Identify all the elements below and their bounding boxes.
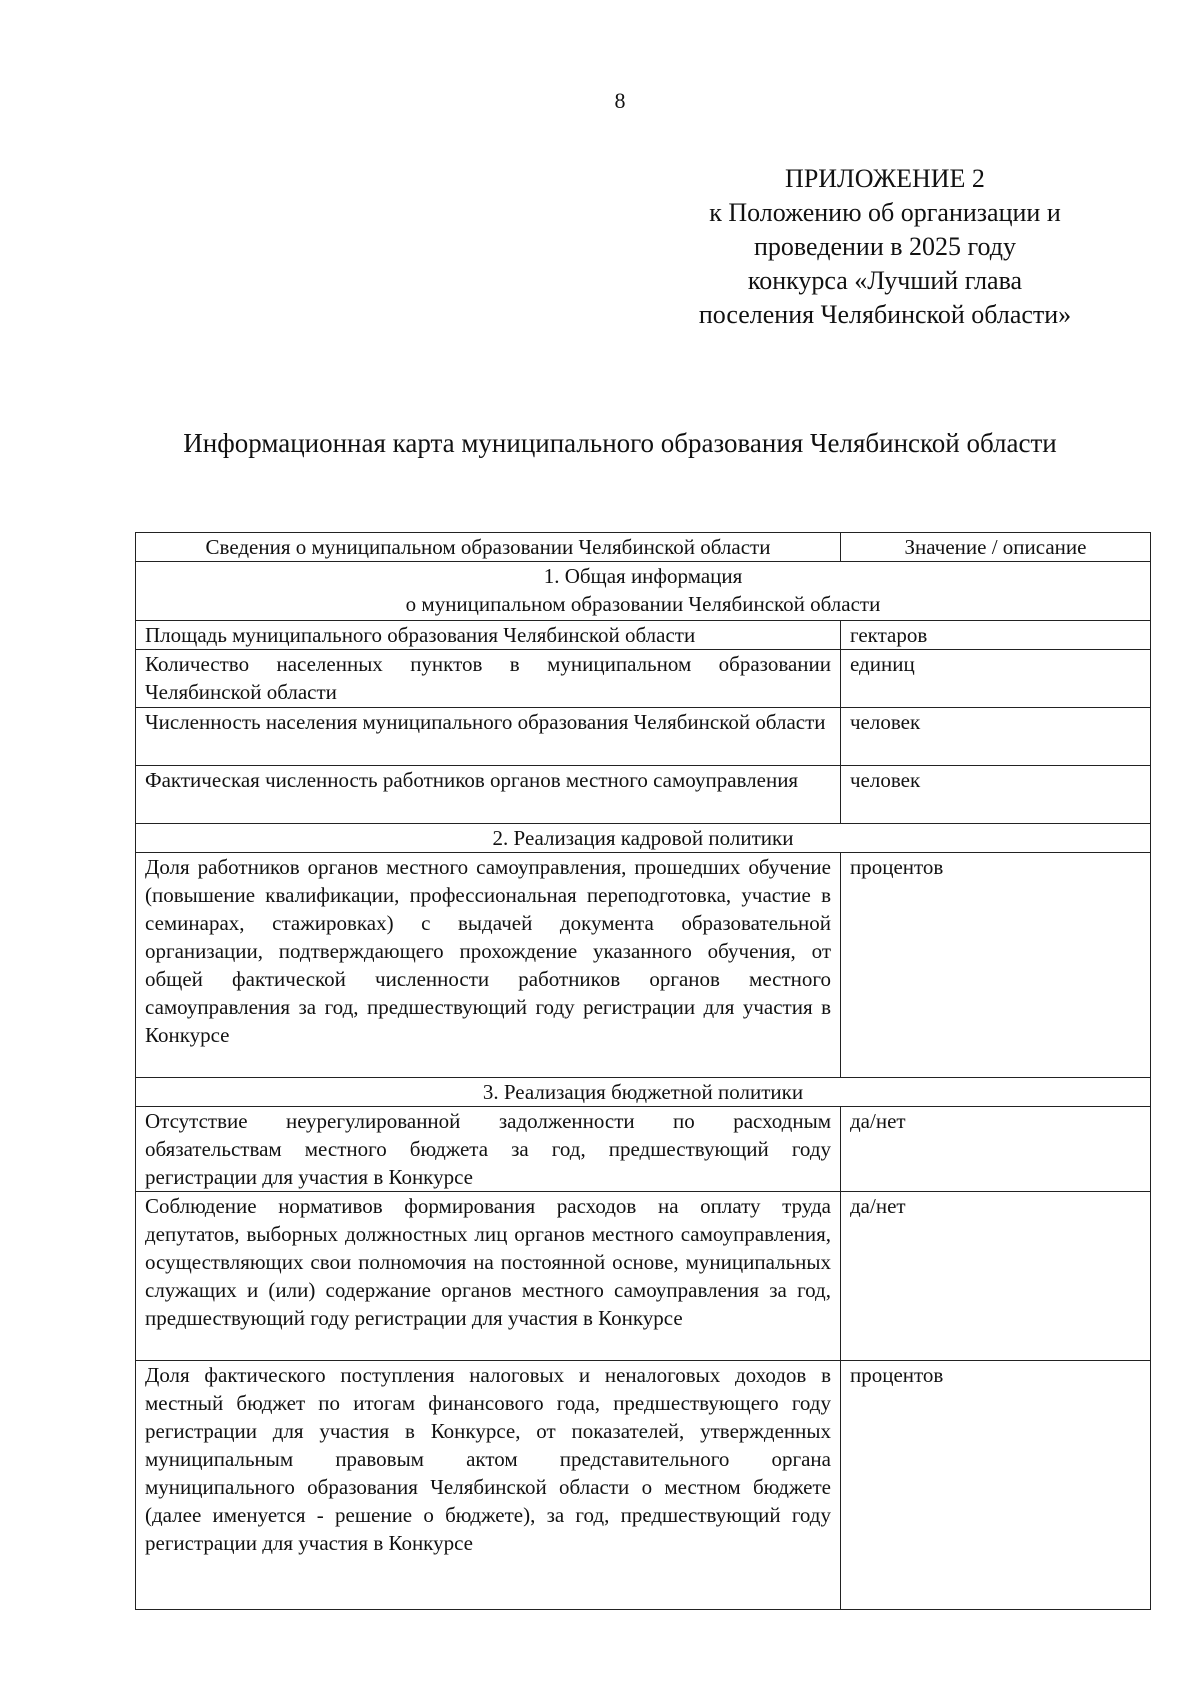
row-label: Численность населения муниципального образования Челябинской области (136, 708, 841, 766)
appendix-title: ПРИЛОЖЕНИЕ 2 (785, 164, 985, 193)
appendix-line: к Положению об организации и (709, 198, 1061, 227)
row-label: Фактическая численность работников органов местного самоуправления (136, 766, 841, 824)
row-label: Доля работников органов местного самоуправления, прошедших обучение (повышение квалификации, профессиональная переподготовка, участие в семинарах, стажировках) с выдачей документа образовательной организации, подтверждающего прохождение указанного обучения, от общей фактической численности работников органов местного самоуправления за год, предшествующий году регистрации для участия в Конкурсе (136, 853, 841, 1078)
row-unit: единиц (841, 650, 1151, 708)
appendix-line: поселения Челябинской области» (698, 300, 1072, 329)
section-title-line: о муниципальном образовании Челябинской области (405, 592, 881, 616)
table-row (136, 1361, 1151, 1610)
section-row (136, 1078, 1151, 1107)
header-cell-info: Сведения о муниципальном образовании Челябинской области (136, 533, 841, 562)
appendix-line: конкурса «Лучший глава (747, 266, 1023, 295)
row-label: Соблюдение нормативов формирования расходов на оплату труда депутатов, выборных должностных лиц органов местного самоуправления, осуществляющих свои полномочия на постоянной основе, муниципальных служащих и (или) содержание органов местного самоуправления за год, предшествующий году регистрации для участия в Конкурсе (136, 1192, 841, 1361)
table-row (136, 621, 1151, 650)
table-row (136, 766, 1151, 824)
info-card-table (135, 532, 1151, 1610)
table-row (136, 650, 1151, 708)
table-row (136, 1192, 1151, 1361)
section-title-line: 1. Общая информация (543, 564, 743, 588)
table-row (136, 853, 1151, 1078)
section-title-personnel: 2. Реализация кадровой политики (136, 824, 1151, 853)
row-unit: гектаров (841, 621, 1151, 650)
row-unit: да/нет (841, 1107, 1151, 1192)
row-label: Количество населенных пунктов в муниципальном образовании Челябинской области (136, 650, 841, 708)
row-unit: процентов (841, 853, 1151, 1078)
section-title-general (136, 562, 1151, 621)
table-row (136, 708, 1151, 766)
row-unit: да/нет (841, 1192, 1151, 1361)
row-unit: человек (841, 708, 1151, 766)
document-title: Информационная карта муниципального образования Челябинской области (183, 428, 1057, 458)
row-unit: человек (841, 766, 1151, 824)
table-row (136, 1107, 1151, 1192)
page-number: 8 (614, 88, 626, 113)
header-cell-value: Значение / описание (841, 533, 1151, 562)
row-label: Площадь муниципального образования Челябинской области (136, 621, 841, 650)
row-label: Доля фактического поступления налоговых и неналоговых доходов в местный бюджет по итогам финансового года, предшествующего году регистрации для участия в Конкурсе, от показателей, утвержденных муниципальным правовым актом представительного органа муниципального образования Челябинской области о местном бюджете (далее именуется - решение о бюджете), за год, предшествующий году регистрации для участия в Конкурсе (136, 1361, 841, 1610)
appendix-block (660, 162, 1110, 332)
section-row (136, 824, 1151, 853)
row-label: Отсутствие неурегулированной задолженности по расходным обязательствам местного бюджета за год, предшествующий году регистрации для участия в Конкурсе (136, 1107, 841, 1192)
section-title-budget: 3. Реализация бюджетной политики (136, 1078, 1151, 1107)
section-row (136, 562, 1151, 621)
table-header-row (136, 533, 1151, 562)
appendix-line: проведении в 2025 году (753, 232, 1017, 261)
row-unit: процентов (841, 1361, 1151, 1610)
